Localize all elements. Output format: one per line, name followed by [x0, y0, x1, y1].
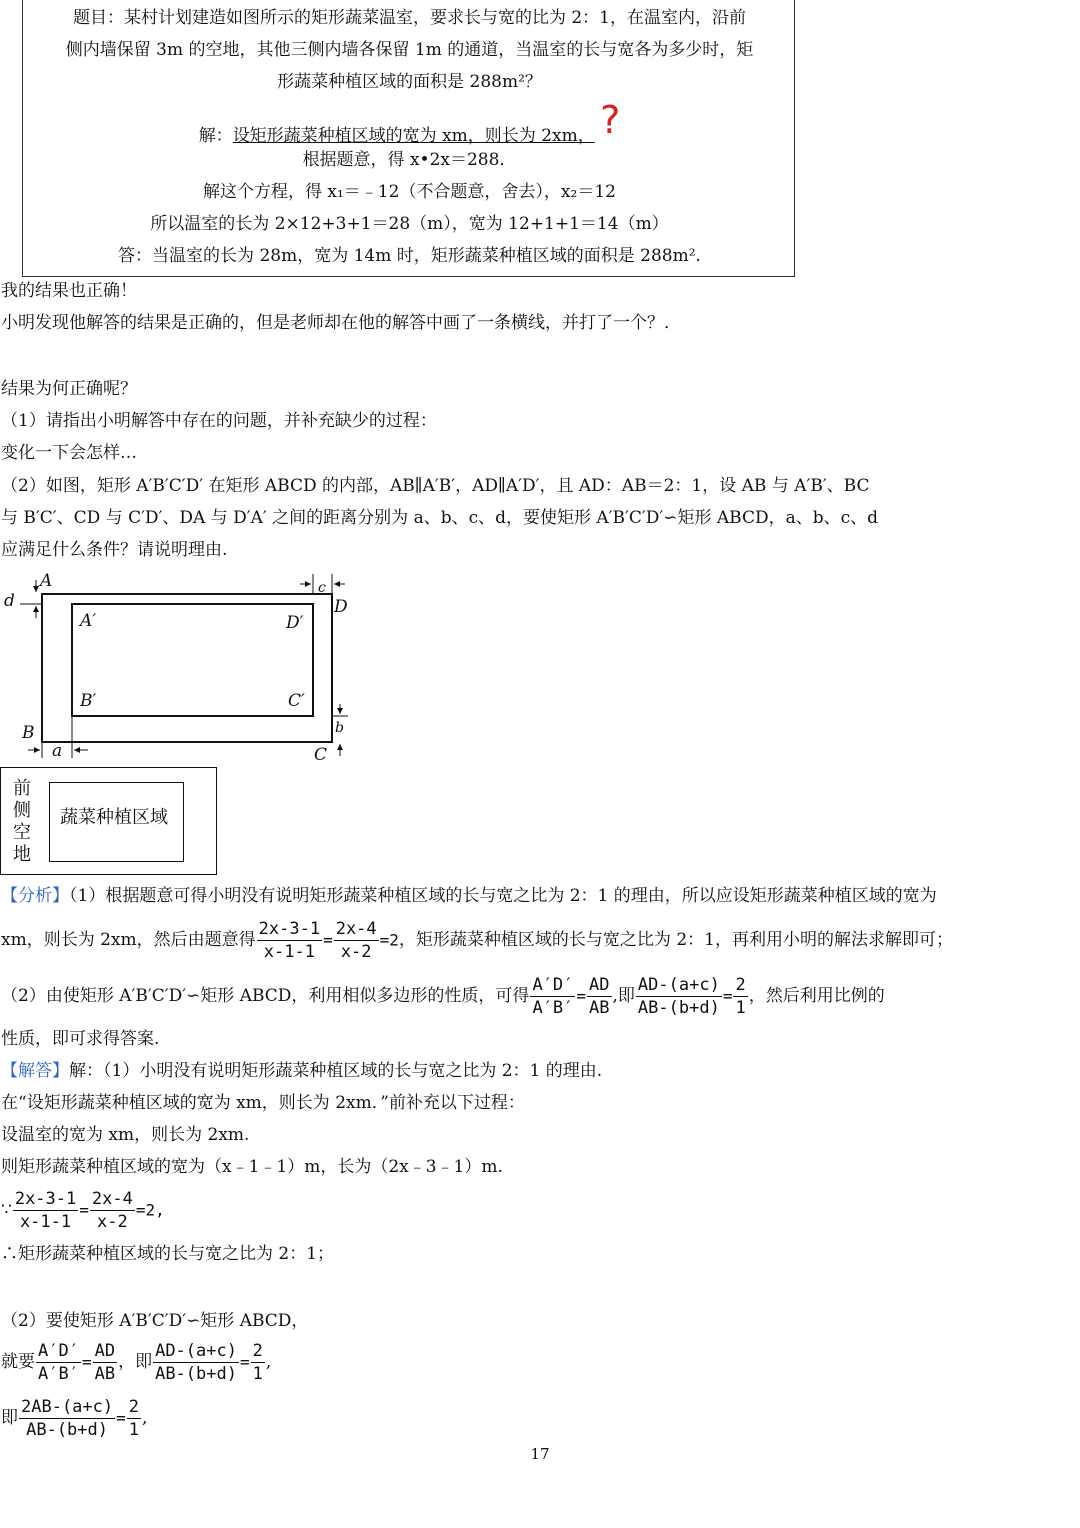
- answer-line-9: 即 $\frac{2AB-(a+c)}{AB-(b+d)}$ = $\frac{2}{1}$ ,: [1, 1397, 148, 1440]
- label-D: D: [334, 597, 348, 617]
- text-line: 变化一下会怎样…: [1, 443, 137, 463]
- solution-line-1: [23, 98, 796, 146]
- label-D1: D′: [286, 613, 304, 633]
- label-b: b: [335, 720, 344, 736]
- label-c: c: [318, 580, 326, 596]
- fraction: $\frac{2x-4}{x-2}$: [91, 1189, 133, 1232]
- analysis-line-1: [1, 886, 937, 906]
- label-C: C: [314, 745, 328, 765]
- text-line: （2）如图，矩形 A′B′C′D′ 在矩形 ABCD 的内部，AB∥A′B′，AD∥A′D′，且 AD：AB＝2：1，设 AB 与 A′B′、BC: [1, 476, 870, 496]
- analysis-text: （2）由使矩形 A′B′C′D′∽矩形 ABCD，利用相似多边形的性质，可得: [1, 986, 530, 1006]
- analysis-line-4: 性质，即可求得答案.: [1, 1029, 160, 1049]
- answer-tag: 【解答】: [1, 1061, 69, 1081]
- fraction: $\frac{2}{1}$: [735, 975, 746, 1018]
- greenhouse-figure: [0, 767, 217, 875]
- problem-line-3: 形蔬菜种植区域的面积是 288m²？: [277, 72, 542, 92]
- answer-line-6: ∴矩形蔬菜种植区域的长与宽之比为 2：1；: [1, 1244, 335, 1264]
- solution-line-3: 解这个方程，得 x₁＝﹣12（不合题意，舍去），x₂＝12: [203, 182, 616, 202]
- red-question-mark: ?: [600, 98, 621, 142]
- answer-line-5: ∵ $\frac{2x-3-1}{x-1-1}$ = $\frac{2x-4}{x-2}$ =2,: [1, 1189, 165, 1232]
- label-B: B: [22, 723, 35, 743]
- text-line: 我的结果也正确！: [1, 281, 137, 301]
- fraction: $\frac{AD-(a+c)}{AB-(b+d)}$: [637, 975, 720, 1018]
- fraction: $\frac{2AB-(a+c)}{AB-(b+d)}$: [21, 1397, 114, 1440]
- front-space-label: 前侧空地: [13, 778, 31, 865]
- solution-line-4: 所以温室的长为 2×12+3+1＝28（m），宽为 12+1+1＝14（m）: [150, 214, 669, 234]
- label-a: a: [52, 741, 63, 761]
- fraction: $\frac{AD}{AB}$: [589, 975, 610, 1018]
- underlined-statement: 设矩形蔬菜种植区域的宽为 xm，则长为 2xm，: [232, 126, 595, 146]
- answer-line-7: （2）要使矩形 A′B′C′D′∽矩形 ABCD，: [1, 1311, 309, 1331]
- analysis-line-3: （2）由使矩形 A′B′C′D′∽矩形 ABCD，利用相似多边形的性质，可得 $\frac{A'D'}{A'B'}$ = $\frac{AD}{AB}$ ,即 $\frac{AD-(a+c)}{AB-(b+d)}$ = $\frac{2}{1}$ ，然后利用比例的: [1, 975, 885, 1018]
- analysis-text: （1）根据题意可得小明没有说明矩形蔬菜种植区域的长与宽之比为 2：1 的理由，所以应设矩形蔬菜种植区域的宽为: [69, 886, 937, 906]
- label-d: d: [4, 591, 15, 611]
- answer-line-3: 设温室的宽为 xm，则长为 2xm.: [1, 1125, 250, 1145]
- analysis-text: xm，则长为 2xm，然后由题意得: [1, 930, 256, 950]
- analysis-text: ，然后利用比例的: [748, 986, 885, 1006]
- label-C1: C′: [288, 691, 305, 711]
- analysis-line-2: xm，则长为 2xm，然后由题意得 $\frac{2x-3-1}{x-1-1}$ = $\frac{2x-4}{x-2}$ =2，矩形蔬菜种植区域的长与宽之比为 2：1，再利用小明的解法求解即可；: [1, 919, 953, 962]
- answer-line-1: [1, 1061, 602, 1081]
- problem-line-1: 题目：某村计划建造如图所示的矩形蔬菜温室，要求长与宽的比为 2：1，在温室内，沿前: [72, 8, 747, 28]
- answer-text: 解：（1）小明没有说明矩形蔬菜种植区域的长与宽之比为 2：1 的理由.: [69, 1061, 603, 1081]
- answer-line-8: 就要 $\frac{A'D'}{A'B'}$ = $\frac{AD}{AB}$ ，即 $\frac{AD-(a+c)}{AB-(b+d)}$ = $\frac{2}{1}$ ,: [1, 1341, 272, 1384]
- solution-line-5: 答：当温室的长为 28m，宽为 14m 时，矩形蔬菜种植区域的面积是 288m².: [118, 246, 701, 266]
- analysis-text: ，矩形蔬菜种植区域的长与宽之比为 2：1，再利用小明的解法求解即可；: [398, 930, 953, 950]
- fraction: $\frac{2x-3-1}{x-1-1}$: [258, 919, 321, 962]
- problem-box: [22, 0, 795, 277]
- fraction: $\frac{2}{1}$: [128, 1397, 140, 1440]
- label-A: A: [40, 571, 53, 591]
- planting-area-box: [49, 782, 184, 862]
- fraction: $\frac{2}{1}$: [252, 1341, 263, 1384]
- solution-line-2: 根据题意，得 x•2x＝288．: [302, 150, 517, 170]
- label-B1: B′: [80, 691, 97, 711]
- fraction: $\frac{A'D'}{A'B'}$: [532, 975, 574, 1018]
- inner-rectangle: [72, 604, 313, 716]
- fraction: $\frac{A'D'}{A'B'}$: [38, 1341, 79, 1384]
- answer-line-4: 则矩形蔬菜种植区域的宽为（x﹣1﹣1）m，长为（2x﹣3﹣1）m.: [1, 1157, 503, 1177]
- answer-line-2: 在“设矩形蔬菜种植区域的宽为 xm，则长为 2xm．”前补充以下过程：: [1, 1093, 525, 1113]
- label-A1: A′: [80, 611, 97, 631]
- solution-prefix: 解：: [198, 126, 233, 146]
- problem-line-2: 侧内墙保留 3m 的空地，其他三侧内墙各保留 1m 的通道，当温室的长与宽各为多少时，矩: [65, 40, 754, 60]
- text-line: 应满足什么条件？请说明理由.: [1, 540, 228, 560]
- page-number: 17: [530, 1445, 550, 1463]
- text-line: （1）请指出小明解答中存在的问题，并补充缺少的过程：: [1, 411, 437, 431]
- text-line: 结果为何正确呢？: [1, 379, 137, 399]
- text-line: 小明发现他解答的结果是正确的，但是老师却在他的解答中画了一条横线，并打了一个？．: [1, 313, 681, 333]
- fraction: $\frac{2x-4}{x-2}$: [335, 919, 377, 962]
- planting-area-label: 蔬菜种植区域: [60, 807, 168, 828]
- fraction: $\frac{AD-(a+c)}{AB-(b+d)}$: [155, 1341, 237, 1384]
- fraction: $\frac{2x-3-1}{x-1-1}$: [14, 1189, 77, 1232]
- rectangle-figure: [0, 570, 360, 765]
- fraction: $\frac{AD}{AB}$: [94, 1341, 116, 1384]
- analysis-tag: 【分析】: [1, 886, 69, 906]
- text-line: 与 B′C′、CD 与 C′D′、DA 与 D′A′ 之间的距离分别为 a、b、c、d，要使矩形 A′B′C′D′∽矩形 ABCD，a、b、c、d: [1, 508, 879, 528]
